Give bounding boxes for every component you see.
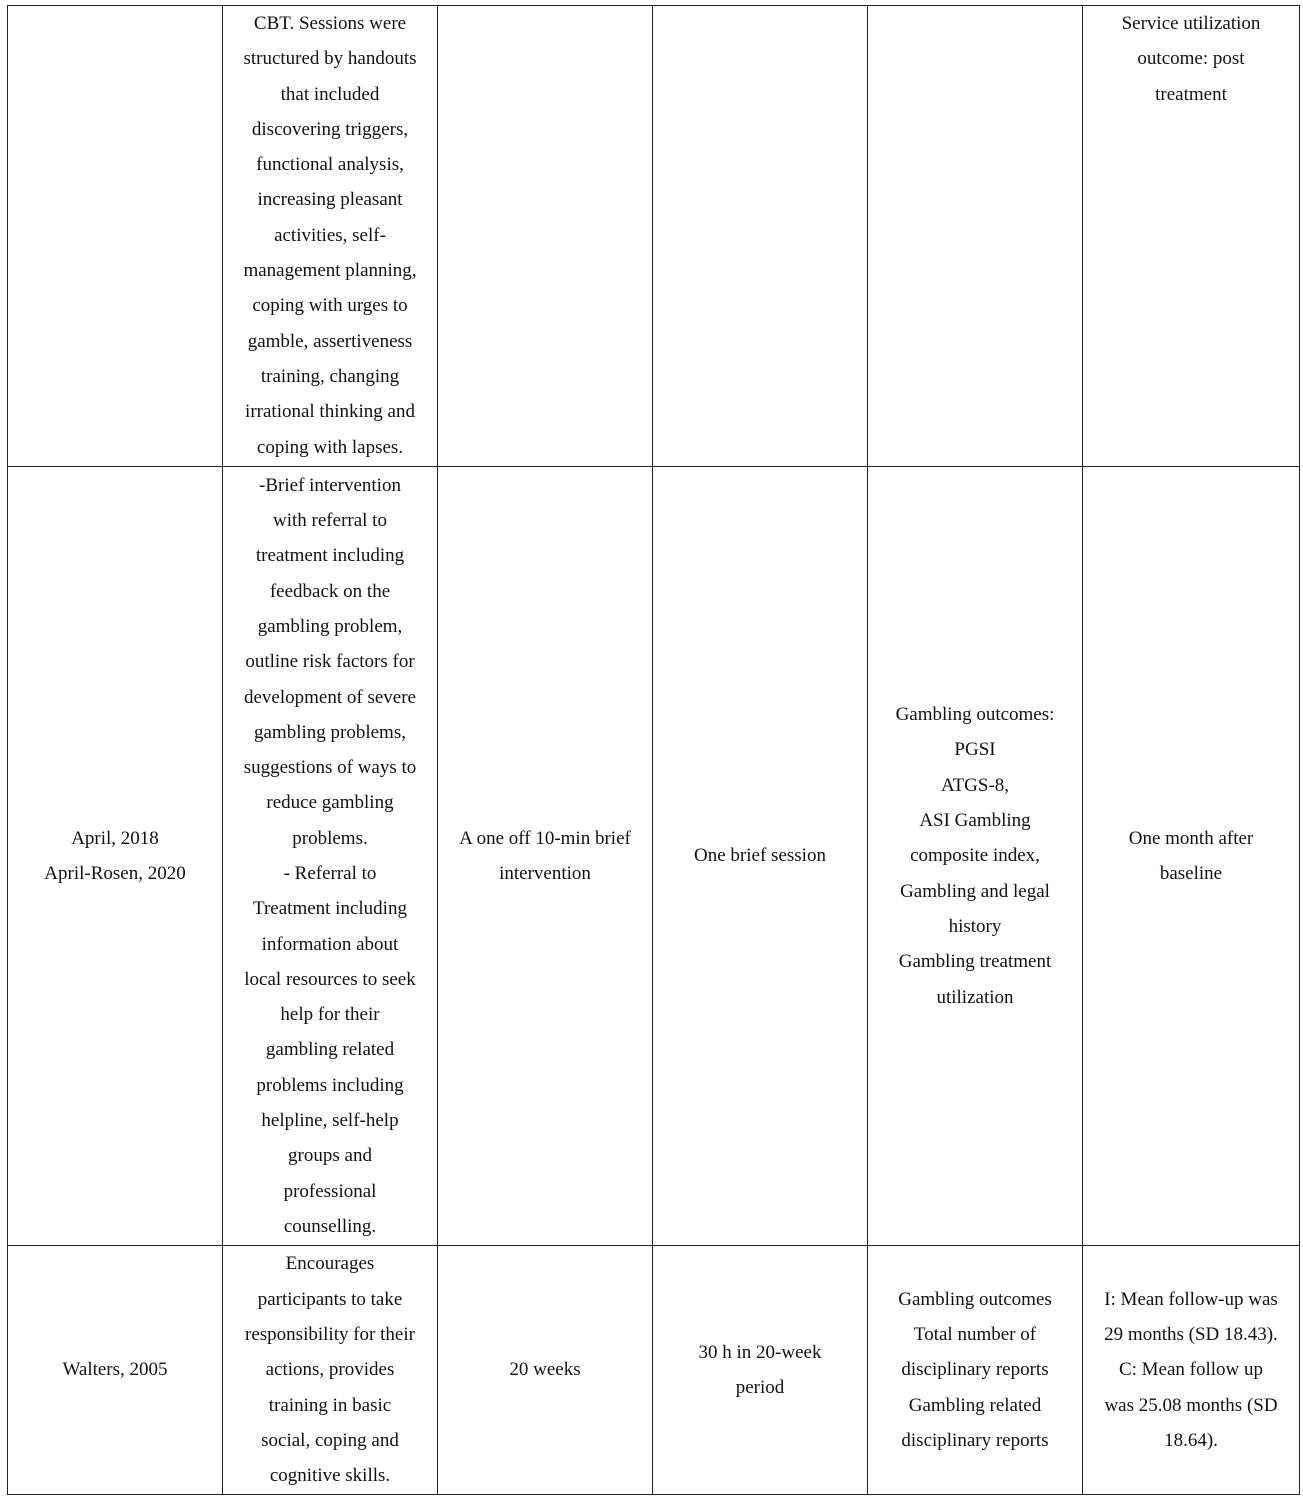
cell-author xyxy=(8,1246,223,1495)
cell-author xyxy=(8,467,223,1246)
cell-duration xyxy=(438,467,653,1246)
intervention-text-line: -Brief intervention xyxy=(259,474,401,496)
outcomes-text-line: ASI Gambling xyxy=(919,810,1031,832)
intervention-text-line: activities, self- xyxy=(274,224,386,246)
intervention-text-line: CBT. Sessions were xyxy=(253,13,407,34)
duration-text-line: A one off 10-min brief xyxy=(459,827,631,849)
intervention-text-line: with referral to xyxy=(273,510,387,532)
intervention-text-line: reduce gambling xyxy=(266,792,394,814)
cell-sessions xyxy=(653,1246,868,1495)
study-characteristics-table xyxy=(7,5,1300,1495)
cell-duration xyxy=(438,6,653,467)
intervention-text-line: functional analysis, xyxy=(256,154,404,176)
cell-intervention xyxy=(223,6,438,467)
intervention-text-line: helpline, self-help xyxy=(261,1110,399,1132)
intervention-text-line: gamble, assertiveness xyxy=(247,330,413,352)
intervention-text-line: participants to take xyxy=(257,1288,403,1310)
intervention-text-line: Encourages xyxy=(285,1253,375,1275)
intervention-text-line: development of severe xyxy=(244,686,416,708)
intervention-text-line: gambling problems, xyxy=(254,721,406,743)
intervention-text-line: counselling. xyxy=(283,1215,377,1237)
intervention-text-line: discovering triggers, xyxy=(251,118,409,140)
table-row xyxy=(8,6,1300,467)
duration-text-line: 20 weeks xyxy=(509,1359,581,1381)
intervention-text-line: irrational thinking and xyxy=(245,401,415,423)
intervention-text-line: training in basic xyxy=(268,1394,392,1416)
followup-text-line: Service utilization xyxy=(1121,13,1261,34)
outcomes-text-line: Gambling outcomes xyxy=(898,1288,1052,1310)
outcomes-text-line: Gambling related xyxy=(908,1394,1042,1416)
outcomes-text-line: PGSI xyxy=(954,739,996,761)
duration-text-line: intervention xyxy=(499,863,591,884)
intervention-text-line: gambling related xyxy=(265,1039,395,1061)
intervention-text-line: suggestions of ways to xyxy=(243,757,417,779)
sessions-text-line: One brief session xyxy=(694,845,826,867)
author-text-line: April-Rosen, 2020 xyxy=(44,863,186,884)
followup-text-line: I: Mean follow-up was xyxy=(1104,1288,1278,1310)
intervention-text-line: problems. xyxy=(292,827,368,849)
followup-text-line: 18.64). xyxy=(1164,1429,1218,1451)
outcomes-text-line: Total number of xyxy=(913,1324,1037,1346)
table-row xyxy=(8,1246,1300,1495)
cell-sessions xyxy=(653,6,868,467)
author-text-line: April, 2018 xyxy=(71,827,159,849)
intervention-text-line: responsibility for their xyxy=(245,1324,415,1346)
intervention-text-line: - Referral to xyxy=(283,863,377,884)
outcomes-text-line: disciplinary reports xyxy=(901,1429,1049,1451)
intervention-text-line: training, changing xyxy=(260,365,400,387)
cell-intervention xyxy=(223,467,438,1246)
intervention-text-line: coping with lapses. xyxy=(256,436,404,458)
intervention-text-line: groups and xyxy=(288,1145,372,1167)
intervention-text-line: management planning, xyxy=(243,260,417,282)
cell-author xyxy=(8,6,223,467)
intervention-text-line: Treatment including xyxy=(253,898,407,920)
intervention-text-line: social, coping and xyxy=(261,1429,399,1451)
intervention-text-line: local resources to seek xyxy=(244,968,416,990)
cell-outcomes xyxy=(868,1246,1083,1495)
intervention-text-line: cognitive skills. xyxy=(269,1465,391,1487)
outcomes-text-line: Gambling treatment xyxy=(898,951,1052,973)
sessions-text-line: period xyxy=(735,1377,785,1398)
table-row xyxy=(8,467,1300,1246)
followup-text-line: treatment xyxy=(1155,83,1227,105)
intervention-text-line: gambling problem, xyxy=(257,615,403,637)
intervention-text-line: professional xyxy=(283,1180,377,1202)
intervention-text-line: problems including xyxy=(256,1074,404,1096)
outcomes-text-line: utilization xyxy=(936,986,1014,1008)
followup-text-line: C: Mean follow up xyxy=(1118,1359,1264,1381)
intervention-text-line: actions, provides xyxy=(265,1359,395,1381)
cell-duration xyxy=(438,1246,653,1495)
followup-text-line: outcome: post xyxy=(1137,48,1245,70)
intervention-text-line: that included xyxy=(280,83,380,105)
outcomes-text-line: disciplinary reports xyxy=(901,1359,1049,1381)
cell-sessions xyxy=(653,467,868,1246)
sessions-text-line: 30 h in 20-week xyxy=(698,1341,822,1363)
cell-outcomes xyxy=(868,6,1083,467)
followup-text-line: was 25.08 months (SD xyxy=(1104,1394,1278,1416)
intervention-text-line: information about xyxy=(261,933,399,955)
outcomes-text-line: composite index, xyxy=(910,845,1040,867)
outcomes-text-line: history xyxy=(948,915,1002,937)
cell-outcomes xyxy=(868,467,1083,1246)
cell-followup xyxy=(1083,467,1300,1246)
followup-text-line: baseline xyxy=(1159,863,1223,884)
cell-intervention xyxy=(223,1246,438,1495)
intervention-text-line: treatment including xyxy=(255,545,405,567)
intervention-text-line: coping with urges to xyxy=(252,295,408,317)
author-text-line: Walters, 2005 xyxy=(62,1359,168,1381)
intervention-text-line: feedback on the xyxy=(269,580,391,602)
table-body xyxy=(8,6,1300,1495)
followup-text-line: One month after xyxy=(1128,827,1254,849)
outcomes-text-line: ATGS-8, xyxy=(940,774,1010,796)
intervention-text-line: help for their xyxy=(280,1004,380,1026)
outcomes-text-line: Gambling and legal xyxy=(900,880,1050,902)
followup-text-line: 29 months (SD 18.43). xyxy=(1104,1324,1278,1346)
cell-followup xyxy=(1083,6,1300,467)
outcomes-text-line: Gambling outcomes: xyxy=(895,704,1055,726)
intervention-text-line: increasing pleasant xyxy=(257,189,403,211)
cell-followup xyxy=(1083,1246,1300,1495)
intervention-text-line: structured by handouts xyxy=(243,48,417,70)
intervention-text-line: outline risk factors for xyxy=(245,651,415,673)
